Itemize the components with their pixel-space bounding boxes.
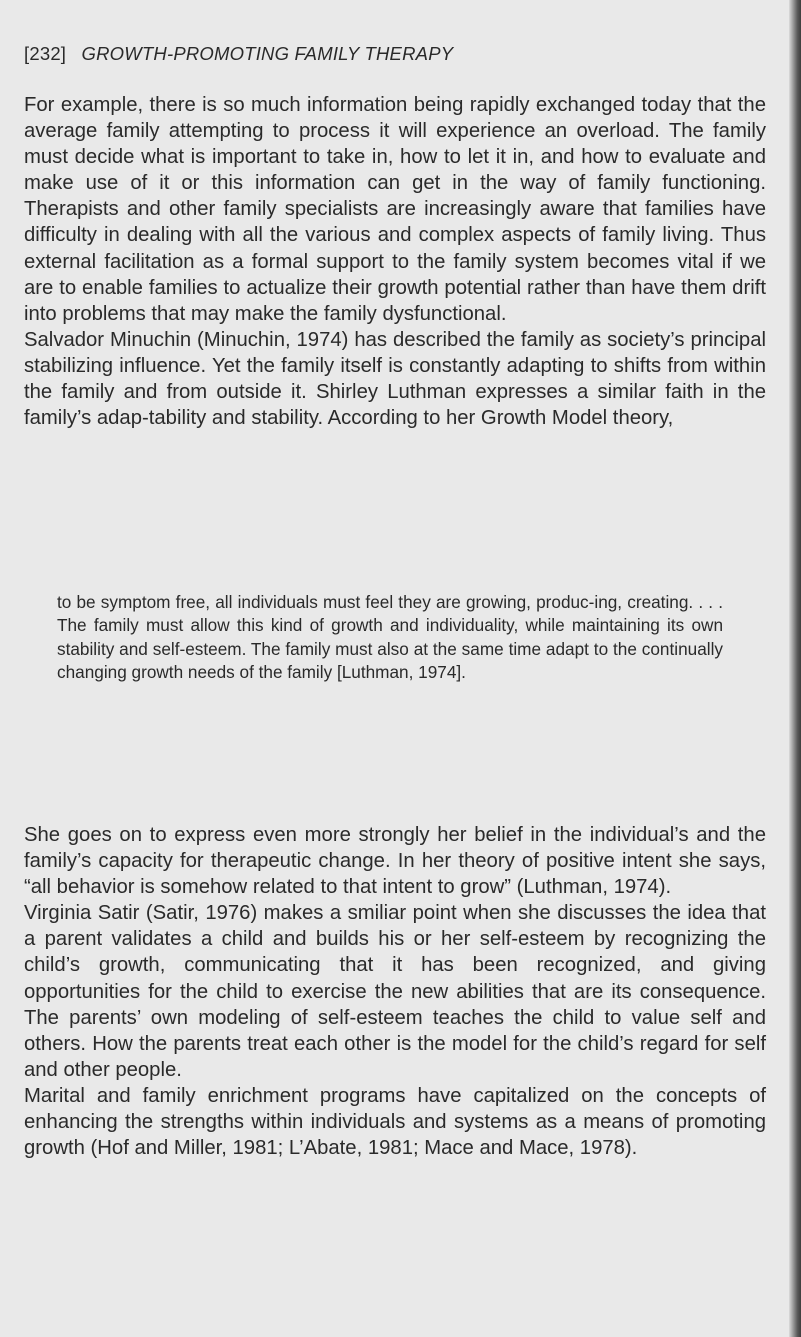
paragraph: Marital and family enrichment programs have capitalized on the concepts of enhancing the strengths within individuals and systems as a means of promoting growth (Hof and Miller, 1981; L’Abate, 1981; Mace and Mace, 1978).: [24, 1084, 766, 1160]
body-text-bottom: [24, 822, 766, 1161]
paragraph: Salvador Minuchin (Minuchin, 1974) has described the family as society’s principal stabilizing influence. Yet the family itself is constantly adapting to shifts from within the family and from outside it. Shirley Luthman expresses a similar faith in the family’s adap-tability and stability. According to her Growth Model theory,: [24, 328, 766, 430]
running-title: GROWTH-PROMOTING FAMILY THERAPY: [81, 43, 454, 64]
paragraph: Virginia Satir (Satir, 1976) makes a smiliar point when she discusses the idea that a parent validates a child and builds his or her self-esteem by recognizing the child’s growth, communicating that it has been recognized, and giving opportunities for the child to exercise the new abilities that are its consequence. The parents’ own modeling of self-esteem teaches the child to value self and others. How the parents treat each other is the model for the child’s regard for self and other people.: [24, 902, 766, 1081]
block-quote-text: to be symptom free, all individuals must feel they are growing, produc-ing, creating. . . . The family must allow this kind of growth and individuality, while maintaining its own stability and self-esteem. The family must also at the same time adapt to the continually changing growth needs of the family [Luthman, 1974].: [57, 592, 723, 683]
scan-binding-edge: [789, 0, 801, 1337]
block-quote: [57, 591, 723, 685]
paragraph: She goes on to express even more strongly her belief in the individual’s and the family’s capacity for therapeutic change. In her theory of positive intent she says, “all behavior is somehow related to that intent to grow” (Luthman, 1974).: [24, 824, 766, 899]
body-text-top: [24, 92, 766, 431]
page-number: [232]: [24, 43, 67, 64]
page-header: [24, 43, 453, 65]
paragraph: For example, there is so much information being rapidly exchanged today that the average family attempting to process it will experience an overload. The family must decide what is important to take in, how to let it in, and how to evaluate and make use of it or this information can get in the way of family functioning. Therapists and other family specialists are increasingly aware that families have difficulty in dealing with all the various and complex aspects of family living. Thus external facilitation as a formal support to the family system becomes vital if we are to enable families to actualize their growth potential rather than have them drift into problems that may make the family dysfunctional.: [24, 94, 766, 325]
